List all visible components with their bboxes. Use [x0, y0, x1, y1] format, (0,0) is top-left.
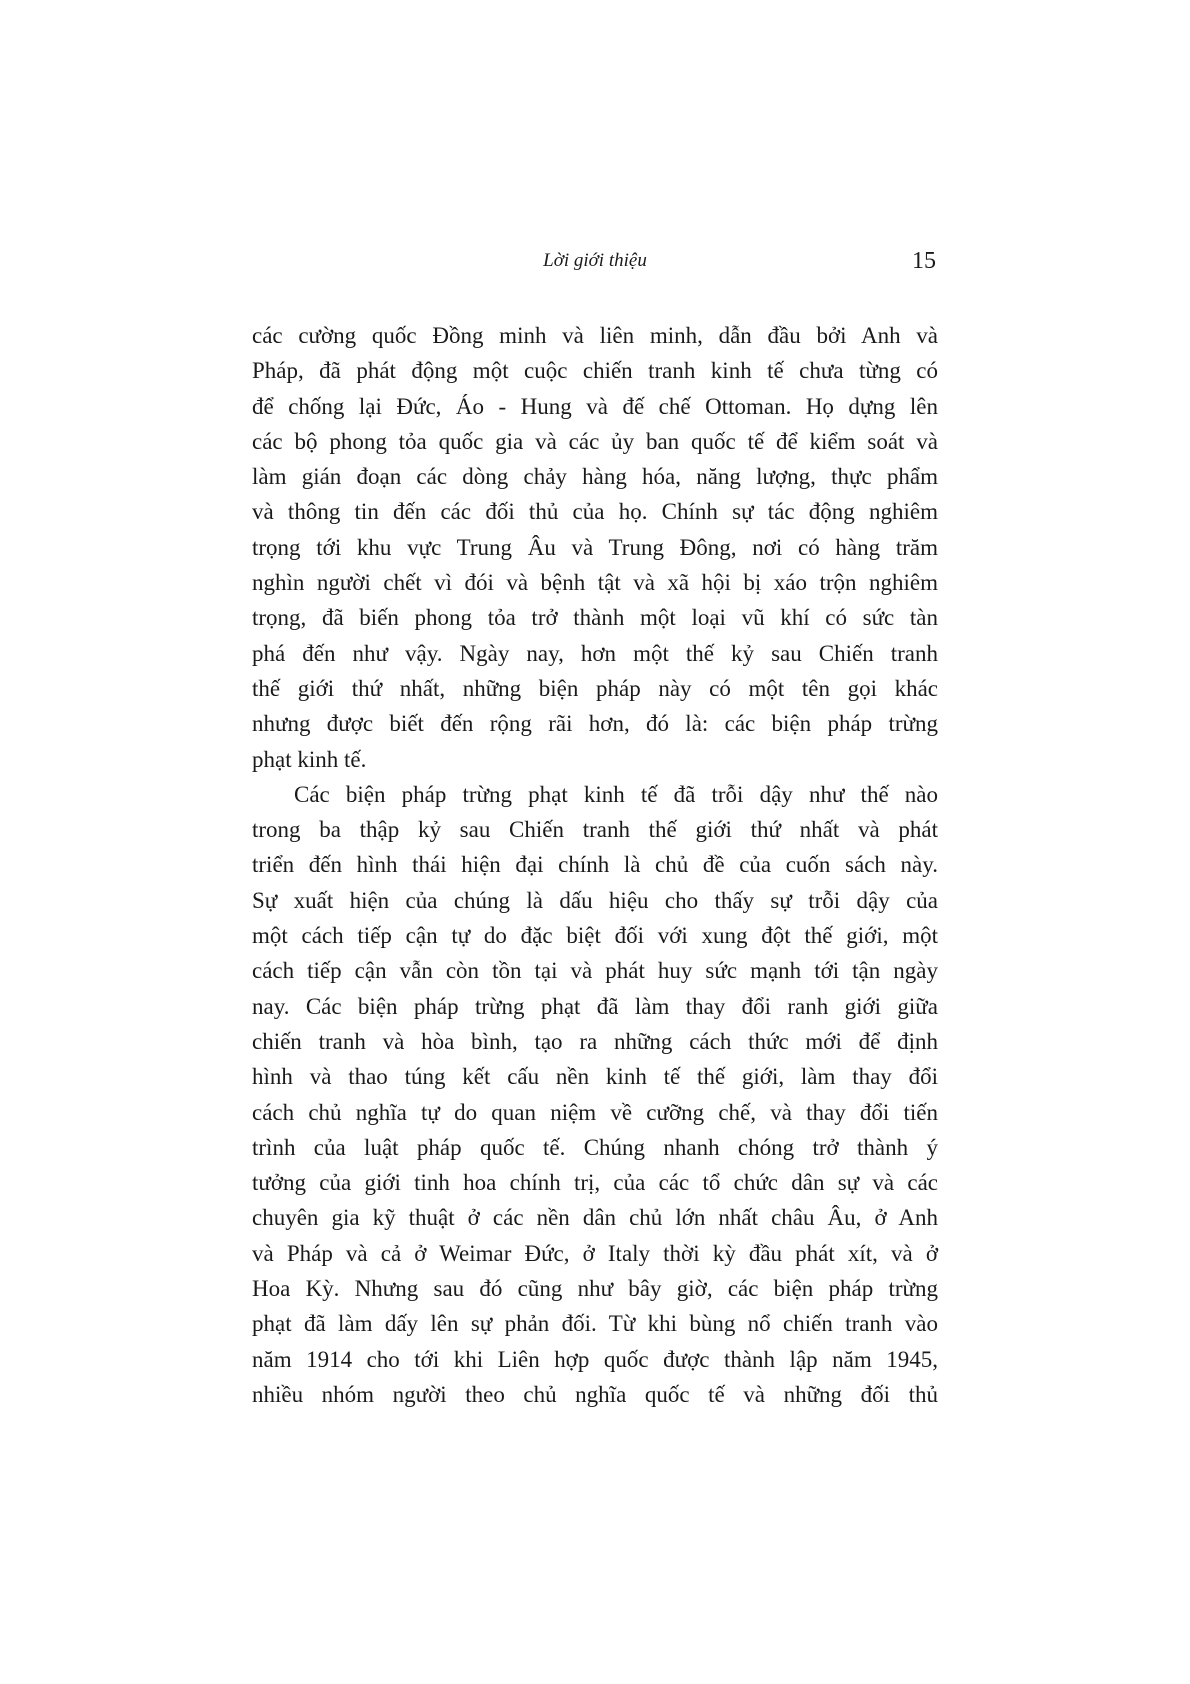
- running-head: [252, 244, 938, 278]
- text-line: để chống lại Đức, Áo - Hung và đế chế Ottoman. Họ dựng lên: [252, 393, 938, 419]
- text-line: cách chủ nghĩa tự do quan niệm về cưỡng chế, và thay đổi tiến: [252, 1099, 938, 1125]
- text-line: làm gián đoạn các dòng chảy hàng hóa, năng lượng, thực phẩm: [252, 464, 938, 490]
- text-line: phạt đã làm dấy lên sự phản đối. Từ khi bùng nổ chiến tranh vào: [252, 1311, 938, 1337]
- text-line: trọng tới khu vực Trung Âu và Trung Đông, nơi có hàng trăm: [252, 534, 938, 560]
- text-line: cách tiếp cận vẫn còn tồn tại và phát huy sức mạnh tới tận ngày: [252, 958, 938, 984]
- text-line: Pháp, đã phát động một cuộc chiến tranh kinh tế chưa từng có: [252, 358, 938, 384]
- text-line: phạt kinh tế.: [252, 746, 367, 772]
- text-line: thế giới thứ nhất, những biện pháp này có một tên gọi khác: [252, 675, 938, 701]
- text-line: hình và thao túng kết cấu nền kinh tế thế giới, làm thay đổi: [252, 1064, 938, 1090]
- text-line: Các biện pháp trừng phạt kinh tế đã trỗi dậy như thế nào: [294, 781, 938, 807]
- text-line: trọng, đã biến phong tỏa trở thành một loại vũ khí có sức tàn: [252, 605, 938, 631]
- body-text: [252, 318, 938, 1412]
- text-line: một cách tiếp cận tự do đặc biệt đối với xung đột thế giới, một: [252, 923, 938, 949]
- running-title: Lời giới thiệu: [543, 250, 647, 271]
- text-line: nay. Các biện pháp trừng phạt đã làm thay đổi ranh giới giữa: [252, 993, 938, 1019]
- text-line: phá đến như vậy. Ngày nay, hơn một thế kỷ sau Chiến tranh: [252, 640, 938, 666]
- text-line: và thông tin đến các đối thủ của họ. Chính sự tác động nghiêm: [252, 499, 938, 525]
- paragraph-2: [252, 777, 938, 1412]
- text-line: nghìn người chết vì đói và bệnh tật và xã hội bị xáo trộn nghiêm: [252, 570, 938, 596]
- paragraph-1: [252, 318, 938, 777]
- text-line: các bộ phong tỏa quốc gia và các ủy ban quốc tế để kiểm soát và: [252, 428, 938, 454]
- text-line: năm 1914 cho tới khi Liên hợp quốc được thành lập năm 1945,: [252, 1346, 938, 1372]
- text-line: triển đến hình thái hiện đại chính là chủ đề của cuốn sách này.: [252, 852, 938, 878]
- text-line: các cường quốc Đồng minh và liên minh, dẫn đầu bởi Anh và: [252, 323, 938, 348]
- text-line: nhiều nhóm người theo chủ nghĩa quốc tế và những đối thủ: [252, 1381, 938, 1407]
- text-line: trình của luật pháp quốc tế. Chúng nhanh chóng trở thành ý: [252, 1134, 938, 1160]
- text-line: Sự xuất hiện của chúng là dấu hiệu cho thấy sự trỗi dậy của: [252, 887, 938, 913]
- text-line: trong ba thập kỷ sau Chiến tranh thế giới thứ nhất và phát: [252, 817, 938, 843]
- text-line: và Pháp và cả ở Weimar Đức, ở Italy thời kỳ đầu phát xít, và ở: [252, 1240, 938, 1266]
- text-line: Hoa Kỳ. Nhưng sau đó cũng như bây giờ, các biện pháp trừng: [252, 1276, 938, 1302]
- text-line: tưởng của giới tinh hoa chính trị, của các tổ chức dân sự và các: [252, 1170, 938, 1196]
- text-line: nhưng được biết đến rộng rãi hơn, đó là: các biện pháp trừng: [252, 711, 938, 737]
- text-line: chiến tranh và hòa bình, tạo ra những cách thức mới để định: [252, 1028, 938, 1054]
- text-line: chuyên gia kỹ thuật ở các nền dân chủ lớn nhất châu Âu, ở Anh: [252, 1205, 938, 1231]
- page-number: 15: [912, 248, 936, 274]
